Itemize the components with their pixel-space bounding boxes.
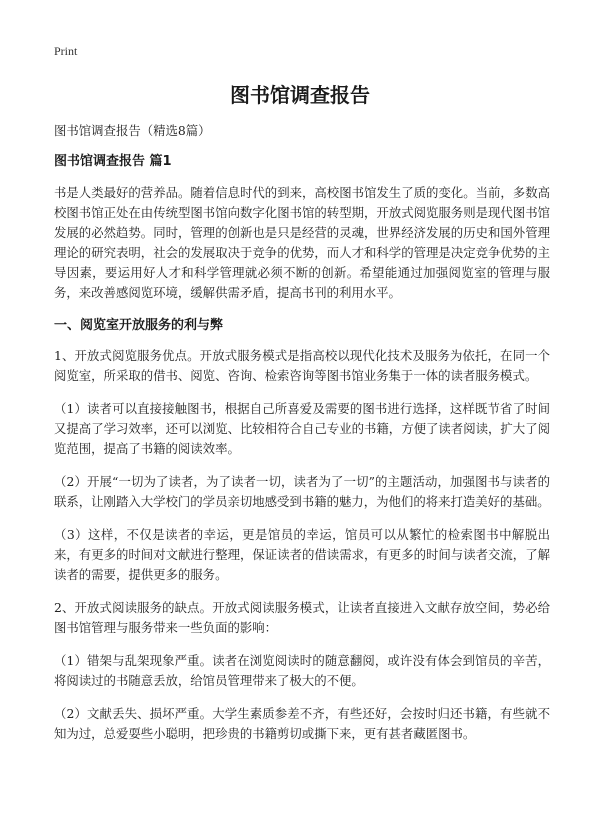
paragraph-advantage-1: （1）读者可以直接接触图书，根据自己所喜爱及需要的图书进行选择，这样既节省了时间又提高了学习效率，还可以浏览、比较相符合自己专业的书籍，方便了读者阅读，扩大了阅览范围，提高了书籍的阅读效率。 <box>54 401 550 456</box>
paragraph-disadvantage-1: （1）错架与乱架现象严重。读者在浏览阅读时的随意翻阅，或许没有体会到馆员的辛苦，将阅读过的书随意丢放，给馆员管理带来了极大的不便。 <box>54 653 550 688</box>
section-heading: 一、阅览室开放服务的利与弊 <box>54 318 224 333</box>
paragraph-advantage-2: （2）开展“一切为了读者，为了读者一切，读者为了一切”的主题活动，加强图书与读者的联系，让刚踏入大学校门的学员亲切地感受到书籍的魅力，为他们的将来打造美好的基础。 <box>54 474 550 509</box>
paragraph-disadvantage-2: （2）文献丢失、损坏严重。大学生素质参差不齐，有些还好，会按时归还书籍，有些就不知为过，总爱耍些小聪明，把珍贵的书籍剪切或撕下来，更有甚者藏匿图书。 <box>54 706 550 741</box>
article-heading: 图书馆调查报告 篇1 <box>54 154 172 169</box>
paragraph-advantages: 1、开放式阅览服务优点。开放式服务模式是指高校以现代化技术及服务为依托，在同一个阅览室，所采取的借书、阅览、咨询、检索咨询等图书馆业务集于一体的读者服务模式。 <box>54 348 550 383</box>
paragraph-disadvantages: 2、开放式阅读服务的缺点。开放式阅读服务模式，让读者直接进入文献存放空间，势必给图书馆管理与服务带来一些负面的影响： <box>54 600 550 635</box>
page-title: 图书馆调查报告 <box>230 83 370 107</box>
print-link[interactable]: Print <box>54 44 78 58</box>
document-body <box>54 121 550 757</box>
paragraph-advantage-3: （3）这样，不仅是读者的幸运，更是馆员的幸运，馆员可以从繁忙的检索图书中解脱出来，有更多的时间对文献进行整理，保证读者的借读需求，有更多的时间与读者交流，了解读者的需要，提供更多的服务。 <box>54 527 550 582</box>
intro-paragraph: 书是人类最好的营养品。随着信息时代的到来，高校图书馆发生了质的变化。当前，多数高校图书馆正处在由传统型图书馆向数字化图书馆的转型期，开放式阅览服务则是现代图书馆发展的必然趋势。同时，管理的创新也是只是经营的灵魂，世界经济发展的历史和国外管理理论的研究表明，社会的发展取决于竞争的优势，而人才和科学的管理是决定竞争优势的主导因素，要运用好人才和科学管理就必须不断的创新。希望能通过加强阅览室的管理与服务，来改善感阅览环境，缓解供需矛盾，提高书刊的利用水平。 <box>54 185 550 300</box>
document-subtitle: 图书馆调查报告（精选8篇） <box>54 123 211 138</box>
